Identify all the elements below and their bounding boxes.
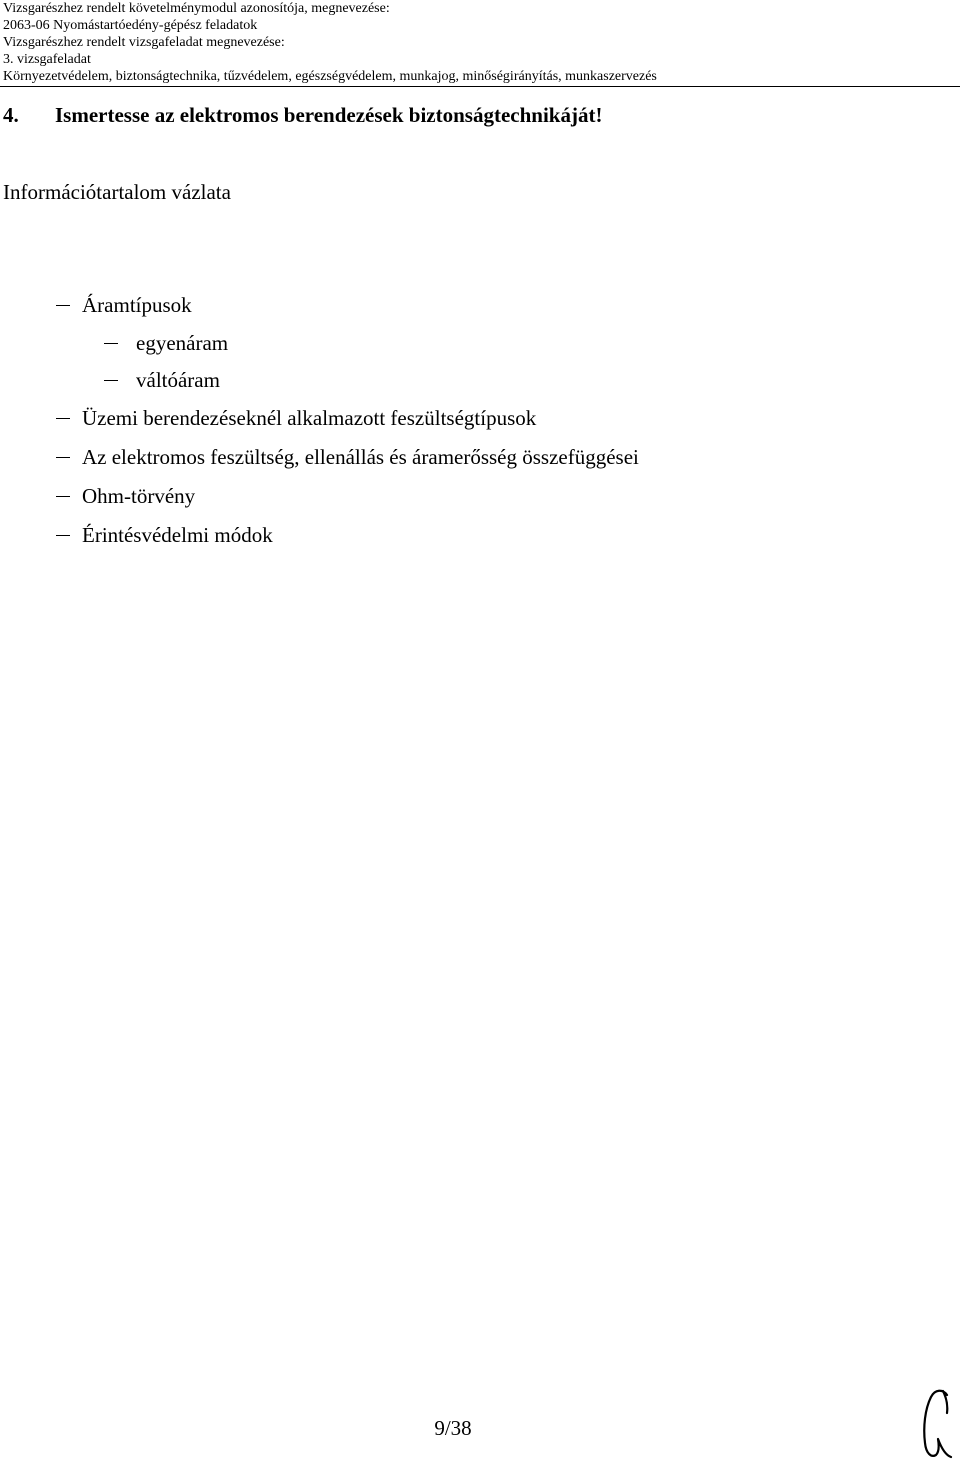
dash-icon	[104, 380, 118, 381]
header-line-task-number: 3. vizsgafeladat	[3, 52, 91, 67]
dash-icon	[56, 496, 70, 497]
outline-item: Üzemi berendezéseknél alkalmazott feszültségtípusok	[82, 406, 537, 430]
dash-icon	[56, 535, 70, 536]
section-title: Információtartalom vázlata	[3, 180, 231, 204]
dash-icon	[56, 305, 70, 306]
header-divider	[0, 86, 960, 87]
dash-icon	[56, 418, 70, 419]
header-line-task-label: Vizsgarészhez rendelt vizsgafeladat megnevezése:	[3, 35, 285, 50]
header-line-module-label: Vizsgarészhez rendelt követelménymodul azonosítója, megnevezése:	[3, 1, 390, 16]
task-number: 4.	[3, 103, 19, 127]
dash-icon	[104, 343, 118, 344]
header-line-module-name: 2063-06 Nyomástartóedény-gépész feladatok	[3, 18, 258, 33]
outline-item: Ohm-törvény	[82, 484, 196, 508]
outline-subitem: egyenáram	[136, 331, 229, 355]
header-line-topics: Környezetvédelem, biztonságtechnika, tűzvédelem, egészségvédelem, munkajog, minőségirányítás, munkaszervezés	[3, 69, 657, 84]
task-title: Ismertesse az elektromos berendezések biztonságtechnikáját!	[55, 103, 603, 127]
document-header	[3, 0, 953, 85]
page-number: 9/38	[434, 1416, 472, 1440]
task-heading	[3, 102, 602, 128]
outline-subitem: váltóáram	[136, 368, 220, 392]
outline-item: Az elektromos feszültség, ellenállás és áramerősség összefüggései	[82, 445, 639, 469]
dash-icon	[56, 457, 70, 458]
outline-item: Áramtípusok	[82, 293, 192, 317]
handwritten-signature-icon	[917, 1385, 957, 1461]
outline-item: Érintésvédelmi módok	[82, 523, 273, 547]
